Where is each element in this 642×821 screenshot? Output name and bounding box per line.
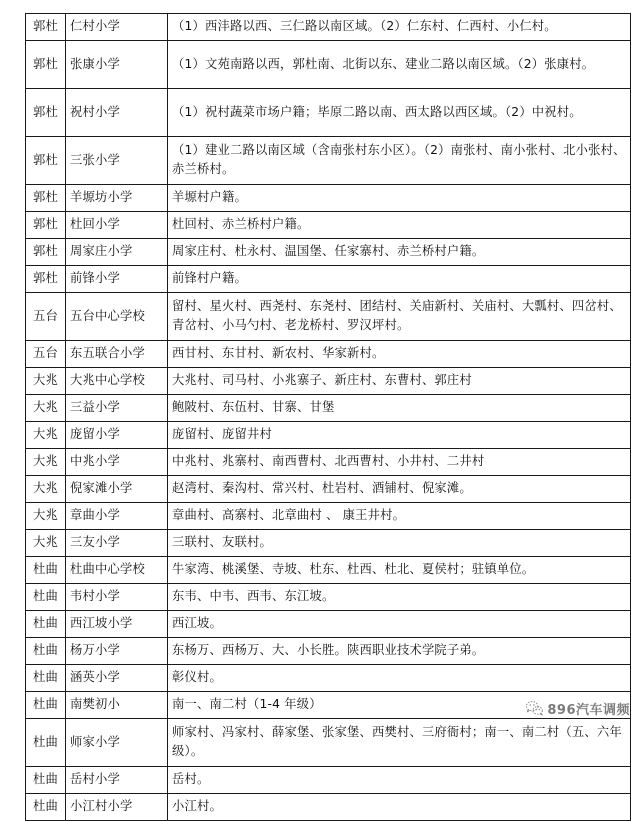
cell-school: 羊塬坊小学: [66, 185, 168, 212]
cell-town: 郭杜: [26, 239, 66, 266]
table-row: [26, 89, 631, 137]
cell-town: 郭杜: [26, 212, 66, 239]
cell-school: 仁村小学: [66, 14, 168, 41]
cell-school: 庞留小学: [66, 422, 168, 449]
cell-area: 东韦、中韦、西韦、东江坡。: [168, 584, 631, 611]
cell-area: （1）西沣路以西、三仁路以南区域。（2）仁东村、仁西村、小仁村。: [168, 14, 631, 41]
cell-town: 郭杜: [26, 185, 66, 212]
table-row: [26, 422, 631, 449]
cell-school: 杜曲中心学校: [66, 557, 168, 584]
cell-school: 五台中心学校: [66, 293, 168, 341]
cell-area: 彰仪村。: [168, 665, 631, 692]
cell-town: 大兆: [26, 503, 66, 530]
cell-school: 周家庄小学: [66, 239, 168, 266]
cell-school: 东五联合小学: [66, 341, 168, 368]
cell-area: 西甘村、东甘村、新农村、华家新村。: [168, 341, 631, 368]
cell-area: 前锋村户籍。: [168, 266, 631, 293]
cell-area: 牛家湾、桃溪堡、寺坡、杜东、杜西、杜北、夏侯村；驻镇单位。: [168, 557, 631, 584]
table-row: [26, 530, 631, 557]
cell-town: 郭杜: [26, 137, 66, 185]
cell-school: 韦村小学: [66, 584, 168, 611]
cell-area: 中兆村、兆寨村、南西曹村、北西曹村、小井村、二井村: [168, 449, 631, 476]
cell-town: 杜曲: [26, 719, 66, 767]
cell-school: 三友小学: [66, 530, 168, 557]
cell-school: 祝村小学: [66, 89, 168, 137]
cell-town: 大兆: [26, 530, 66, 557]
table-row: [26, 557, 631, 584]
cell-area: 羊塬村户籍。: [168, 185, 631, 212]
table-row: [26, 767, 631, 794]
cell-area: （1）文苑南路以西，郭杜南、北街以东、建业二路以南区域。（2）张康村。: [168, 41, 631, 89]
cell-school: 师家小学: [66, 719, 168, 767]
cell-school: 大兆中心学校: [66, 368, 168, 395]
cell-town: 杜曲: [26, 638, 66, 665]
cell-school: 倪家滩小学: [66, 476, 168, 503]
table-row: [26, 341, 631, 368]
cell-area: 鲍陂村、东伍村、甘寨、甘堡: [168, 395, 631, 422]
cell-area: 师家村、冯家村、薛家堡、张家堡、西樊村、三府衙村；南一、南二村（五、六年级）。: [168, 719, 631, 767]
cell-town: 五台: [26, 341, 66, 368]
cell-area: 章曲村、高寨村、北章曲村 、 康王井村。: [168, 503, 631, 530]
cell-town: 杜曲: [26, 767, 66, 794]
table-row: [26, 692, 631, 719]
table-row: [26, 266, 631, 293]
cell-school: 岳村小学: [66, 767, 168, 794]
cell-town: 郭杜: [26, 266, 66, 293]
cell-town: 大兆: [26, 476, 66, 503]
table-row: [26, 14, 631, 41]
cell-area: （1）祝村蔬菜市场户籍；毕原二路以南、西太路以西区域。（2）中祝村。: [168, 89, 631, 137]
cell-school: 小江村小学: [66, 794, 168, 821]
cell-town: 大兆: [26, 449, 66, 476]
cell-school: 涵英小学: [66, 665, 168, 692]
cell-school: 章曲小学: [66, 503, 168, 530]
cell-school: 杨万小学: [66, 638, 168, 665]
cell-school: 杜回小学: [66, 212, 168, 239]
table-row: [26, 293, 631, 341]
cell-town: 杜曲: [26, 794, 66, 821]
table-row: [26, 137, 631, 185]
table-row: [26, 368, 631, 395]
cell-town: 郭杜: [26, 41, 66, 89]
table-row: [26, 584, 631, 611]
cell-area: 杜回村、赤兰桥村户籍。: [168, 212, 631, 239]
table-row: [26, 794, 631, 821]
watermark-text: 896汽车调频: [547, 703, 630, 718]
cell-area: 赵湾村、秦沟村、常兴村、杜岩村、酒铺村、倪家滩。: [168, 476, 631, 503]
cell-area: 东杨万、西杨万、大、小长胜。陕西职业技术学院子弟。: [168, 638, 631, 665]
cell-town: 五台: [26, 293, 66, 341]
cell-area: 南一、南二村（1-4 年级）: [168, 692, 631, 719]
cell-town: 杜曲: [26, 665, 66, 692]
cell-area: 庞留村、庞留井村: [168, 422, 631, 449]
cell-area: 周家庄村、杜永村、温国堡、任家寨村、赤兰桥村户籍。: [168, 239, 631, 266]
cell-area: 西江坡。: [168, 611, 631, 638]
cell-school: 西江坡小学: [66, 611, 168, 638]
table-row: [26, 638, 631, 665]
school-district-table: [25, 13, 631, 821]
cell-school: 三张小学: [66, 137, 168, 185]
cell-town: 杜曲: [26, 584, 66, 611]
cell-town: 郭杜: [26, 14, 66, 41]
cell-school: 三益小学: [66, 395, 168, 422]
cell-area: 大兆村、司马村、小兆寨子、新庄村、东曹村、郭庄村: [168, 368, 631, 395]
table-row: [26, 476, 631, 503]
cell-town: 杜曲: [26, 557, 66, 584]
table-row: [26, 449, 631, 476]
cell-town: 大兆: [26, 368, 66, 395]
cell-area: 留村、星火村、西尧村、东尧村、团结村、关庙新村、关庙村、大瓢村、四岔村、青岔村、小马勺村、老龙桥村、罗汉坪村。: [168, 293, 631, 341]
cell-school: 张康小学: [66, 41, 168, 89]
cell-town: 大兆: [26, 395, 66, 422]
cell-area: 小江村。: [168, 794, 631, 821]
table-row: [26, 185, 631, 212]
table-row: [26, 212, 631, 239]
table-row: [26, 611, 631, 638]
cell-school: 南樊初小: [66, 692, 168, 719]
cell-area: 岳村。: [168, 767, 631, 794]
table-body: [26, 14, 631, 821]
cell-town: 郭杜: [26, 89, 66, 137]
table-row: [26, 395, 631, 422]
cell-town: 杜曲: [26, 611, 66, 638]
cell-area: （1）建业二路以南区域（含南张村东小区）。（2）南张村、南小张村、北小张村、赤兰桥村。: [168, 137, 631, 185]
cell-town: 大兆: [26, 422, 66, 449]
table-row: [26, 665, 631, 692]
cell-town: 杜曲: [26, 692, 66, 719]
table-row: [26, 719, 631, 767]
cell-area: 三联村、友联村。: [168, 530, 631, 557]
table-row: [26, 41, 631, 89]
cell-school: 前锋小学: [66, 266, 168, 293]
table-row: [26, 503, 631, 530]
cell-school: 中兆小学: [66, 449, 168, 476]
table-row: [26, 239, 631, 266]
